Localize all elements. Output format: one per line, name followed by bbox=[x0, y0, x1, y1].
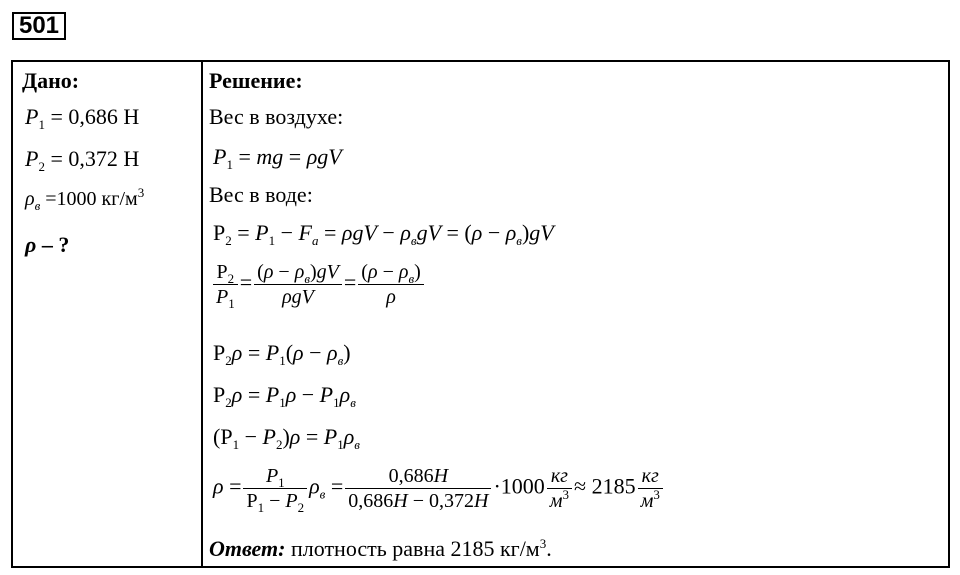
answer-end: . bbox=[546, 536, 552, 561]
column-divider bbox=[201, 62, 203, 566]
ratio-fraction-3: $\frac{(\rho - \rho_в)}{\rho}$ bbox=[358, 260, 424, 309]
given-unknown-text: – ? bbox=[41, 232, 70, 257]
final-fraction-1: $\frac{P_1}{P_1 - P_2}$ bbox=[243, 464, 307, 513]
answer-text: плотность равна 2185 кг/м bbox=[285, 536, 540, 561]
given-p1-value: = 0,686 Н bbox=[50, 104, 140, 129]
ratio-fraction: $\frac{P_2}{P_1}$ bbox=[213, 260, 238, 309]
calc-factor: 1000 bbox=[500, 473, 545, 499]
given-rho-water-value: =1000 кг/м bbox=[45, 188, 138, 210]
formula-step-1: $P_2\rho = P_1(\rho - \rho_в)$ bbox=[213, 340, 351, 368]
answer-line bbox=[209, 536, 552, 562]
answer-label: Ответ: bbox=[209, 536, 286, 561]
given-heading: Дано: bbox=[22, 68, 80, 93]
solution-heading: Решение: bbox=[209, 68, 303, 93]
solution-table bbox=[11, 60, 950, 568]
given-unknown: ρ – ? bbox=[25, 232, 70, 257]
ratio-fraction-2: $\frac{(\rho - \rho_в)gV}{\text{ρgV}}$ bbox=[254, 260, 342, 309]
given-rho-water: $\rho_в =1000$ $кг/м^3$ bbox=[25, 185, 145, 213]
weight-in-air-label: Вес в воздухе: bbox=[209, 104, 344, 129]
given-p2-value: = 0,372 Н bbox=[50, 146, 140, 171]
calc-numerator: 0,686 bbox=[388, 465, 434, 487]
formula-weight-air: $P_1$ = mg = ρgV bbox=[213, 144, 342, 172]
given-rho-water-power: 3 bbox=[137, 185, 145, 200]
formula-step-2: $P_2\rho = P_1\rho - P_1\rho_в$ bbox=[213, 382, 356, 410]
answer-power: 3 bbox=[539, 536, 547, 551]
given-p2: $P_2 = 0,372$ Н bbox=[25, 146, 140, 174]
formula-final: ρ = $\frac{P_1}{P_1 - P_2}$ $\rho_в$ = $\frac{0,686Н}{0,686Н - 0,372Н}$ ·1000 $\frac{кг}{м^3}$ ≈ 2185 $\frac{кг}{м^3}$ bbox=[213, 464, 665, 513]
formula-step-3: $(P_1 - P_2)\rho = P_1\rho_в$ bbox=[213, 424, 360, 452]
formula-ratio: $\frac{P_2}{P_1}$ = $\frac{(\rho - \rho_в)gV}{\text{ρgV}}$ = $\frac{(\rho - \rho_в)}{\rho}$ bbox=[211, 260, 426, 309]
weight-in-water-label: Вес в воде: bbox=[209, 182, 313, 207]
unit-fraction-1: $\frac{кг}{м^3}$ bbox=[547, 464, 572, 513]
given-p1: $P_1 = 0,686$ Н bbox=[25, 104, 140, 132]
calc-denominator-b: 0,372 bbox=[428, 490, 474, 512]
final-fraction-2: $\frac{0,686Н}{0,686Н - 0,372Н}$ bbox=[345, 464, 491, 513]
calc-result: 2185 bbox=[591, 473, 636, 499]
calc-denominator-a: 0,686 bbox=[348, 490, 394, 512]
unit-fraction-2: $\frac{кг}{м^3}$ bbox=[638, 464, 663, 513]
problem-number: 501 bbox=[12, 12, 66, 40]
formula-weight-water: $P_2 = P_1 - F_a = \rho gV - \rho_вgV = (\rho - \rho_в)gV$ bbox=[213, 220, 554, 248]
